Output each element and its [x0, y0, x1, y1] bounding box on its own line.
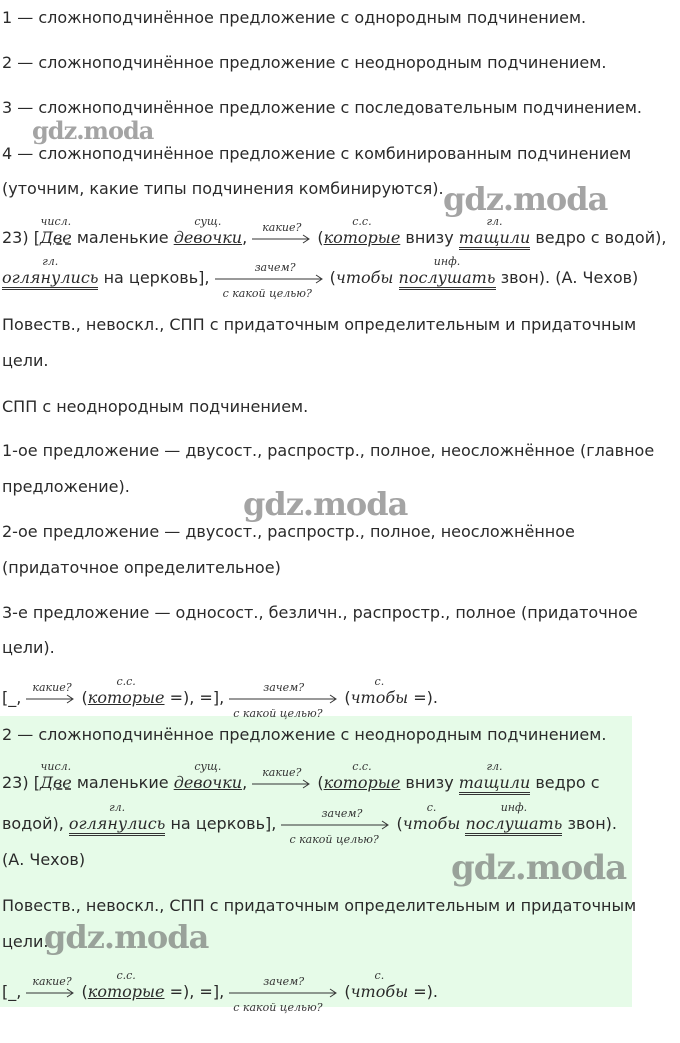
arrow-icon: какие? — [252, 234, 312, 244]
green-line-6: цели. — [2, 932, 49, 951]
annotation: гл. — [42, 255, 59, 268]
scheme-2: [_, какие? ( с.с. которые =), =], зачем? с какой целью? ( с. чтобы =). — [2, 969, 438, 1014]
line-12: предложение). — [2, 477, 130, 496]
watermark-logo: gdz.moda — [32, 116, 154, 145]
green-sentence-line-2: водой), гл. оглянулись на церковь], зачем? с какой целью? ( с. чтобы инф. послушать звон). — [2, 801, 617, 846]
word: внизу — [405, 228, 454, 247]
arrow-icon: какие? — [252, 779, 312, 789]
watermark-logo: gdz.moda — [451, 848, 627, 888]
line-8: Повеств., невоскл., СПП с придаточным определительным и придаточным — [2, 315, 637, 334]
scheme-1: [_, какие? ( с.с. которые =), =], зачем? с какой целью? ( с. чтобы =). — [2, 675, 438, 720]
word: на церковь], — [103, 268, 210, 287]
word: послушать — [399, 268, 496, 290]
word: чтобы — [335, 268, 394, 287]
line-14: (придаточное определительное) — [2, 558, 281, 577]
annotation: сущ. — [194, 215, 222, 228]
line-9: цели. — [2, 351, 49, 370]
word: девочки — [173, 228, 243, 247]
line-2: 2 — сложноподчинённое предложение с неоднородным подчинением. — [2, 53, 607, 72]
word: ведро с водой), — [535, 228, 667, 247]
green-line-4: (А. Чехов) — [2, 850, 86, 869]
arrow-icon: какие? — [26, 988, 76, 998]
word: Две — [39, 228, 72, 247]
arrow-icon: зачем? с какой целью? — [229, 694, 339, 704]
line-3: 3 — сложноподчинённое предложение с последовательным подчинением. — [2, 98, 643, 117]
sentence-line-1: 23) [ числ. Две маленькие сущ. девочки, какие? ( с.с. которые внизу гл. тащили ведро с водой), — [2, 228, 666, 248]
line-11: 1-ое предложение — двусост., распростр., полное, неосложнённое (главное — [2, 441, 655, 460]
green-line-1: 2 — сложноподчинённое предложение с неоднородным подчинением. — [2, 725, 607, 744]
watermark-logo: gdz.moda — [443, 180, 608, 218]
watermark-logo: gdz.moda — [243, 485, 408, 523]
arrow-icon: зачем? с какой целью? — [229, 988, 339, 998]
annotation: с.с. — [352, 215, 372, 228]
word: маленькие — [76, 228, 169, 247]
word: оглянулись — [2, 268, 98, 290]
line-10: СПП с неоднородным подчинением. — [2, 397, 309, 416]
word: тащили — [459, 228, 531, 250]
arrow-icon: зачем? с какой целью? — [281, 820, 391, 830]
line-5: (уточним, какие типы подчинения комбинируются). — [2, 179, 444, 198]
line-15: 3-е предложение — односост., безличн., распростр., полное (придаточное — [2, 603, 638, 622]
green-line-5: Повеств., невоскл., СПП с придаточным определительным и придаточным — [2, 896, 637, 915]
annotation: инф. — [433, 255, 461, 268]
word: которые — [323, 228, 401, 247]
line-4: 4 — сложноподчинённое предложение с комбинированным подчинением — [2, 144, 632, 163]
line-1: 1 — сложноподчинённое предложение с однородным подчинением. — [2, 8, 587, 27]
word: звон). (А. Чехов) — [500, 268, 639, 287]
sentence-number: 23) — [2, 228, 29, 247]
annotation: гл. — [486, 215, 503, 228]
watermark-logo: gdz.moda — [44, 918, 209, 956]
green-sentence-line-1: 23) [ числ. Две маленькие сущ. девочки, какие? ( с.с. которые внизу гл. тащили ведро с — [2, 773, 600, 793]
arrow-icon: зачем? с какой целью? — [215, 274, 325, 284]
line-16: цели). — [2, 638, 55, 657]
sentence-line-2: гл. оглянулись на церковь], зачем? с какой целью? (чтобы инф. послушать звон). (А. Чехов) — [2, 268, 638, 288]
line-13: 2-ое предложение — двусост., распростр., полное, неосложнённое — [2, 522, 575, 541]
annotation: числ. — [40, 215, 72, 228]
arrow-icon: какие? — [26, 694, 76, 704]
